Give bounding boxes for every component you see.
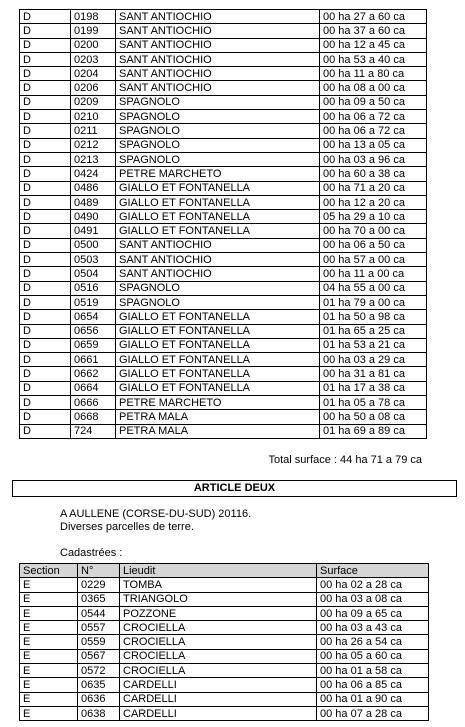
cell-surface: 00 ha 71 a 20 ca [320, 181, 427, 195]
cell-surface: 05 ha 29 a 10 ca [320, 210, 427, 224]
table-row [20, 124, 427, 138]
cell-section: E [20, 664, 78, 678]
cell-lieudit: SANT ANTIOCHIO [116, 238, 320, 252]
cell-number: 0491 [71, 224, 116, 238]
cell-lieudit: SANT ANTIOCHIO [116, 38, 320, 52]
table-row [20, 10, 427, 24]
cell-lieudit: CARDELLI [120, 706, 317, 720]
cell-surface: 00 ha 50 a 08 ca [320, 410, 427, 424]
cell-section: E [20, 678, 78, 692]
table-row [20, 381, 427, 395]
cell-number: 0503 [71, 253, 116, 267]
cell-surface: 00 ha 13 a 05 ca [320, 138, 427, 152]
cell-lieudit: SANT ANTIOCHIO [116, 267, 320, 281]
cell-number: 0206 [71, 81, 116, 95]
table-row [20, 324, 427, 338]
cell-lieudit: CARDELLI [120, 678, 317, 692]
table-row [20, 649, 429, 663]
table-row [20, 295, 427, 309]
cell-number: 0203 [71, 52, 116, 66]
cell-lieudit: PETRE MARCHETO [116, 396, 320, 410]
cell-lieudit: GIALLO ET FONTANELLA [116, 338, 320, 352]
cell-section: E [20, 706, 78, 720]
table-row [20, 664, 429, 678]
header-surface: Surface [317, 564, 429, 578]
cell-lieudit: TRIANGOLO [120, 592, 317, 606]
cell-section: E [20, 606, 78, 620]
cell-surface: 00 ha 05 a 60 ca [317, 649, 429, 663]
cell-number: 0229 [78, 578, 120, 592]
header-section: Section [20, 564, 78, 578]
table-row [20, 635, 429, 649]
cell-section: D [20, 167, 71, 181]
cell-lieudit: SPAGNOLO [116, 152, 320, 166]
cell-lieudit: GIALLO ET FONTANELLA [116, 224, 320, 238]
cell-number: 0572 [78, 664, 120, 678]
cell-lieudit: SANT ANTIOCHIO [116, 253, 320, 267]
parcel-table-e [19, 563, 429, 721]
cell-section: D [20, 338, 71, 352]
table-row [20, 181, 427, 195]
table-row [20, 267, 427, 281]
cell-section: E [20, 635, 78, 649]
cell-surface: 01 ha 53 a 21 ca [320, 338, 427, 352]
cell-number: 0198 [71, 10, 116, 24]
cell-number: 0490 [71, 210, 116, 224]
cell-number: 0519 [71, 295, 116, 309]
cell-surface: 00 ha 57 a 00 ca [320, 253, 427, 267]
table-row [20, 367, 427, 381]
cell-section: D [20, 210, 71, 224]
cell-section: D [20, 410, 71, 424]
cell-lieudit: TOMBA [120, 578, 317, 592]
cell-surface: 00 ha 02 a 28 ca [317, 578, 429, 592]
cell-number: 0210 [71, 110, 116, 124]
cell-surface: 00 ha 11 a 80 ca [320, 67, 427, 81]
cell-lieudit: SANT ANTIOCHIO [116, 24, 320, 38]
cell-number: 724 [71, 424, 116, 438]
header-lieudit: Lieudit [120, 564, 317, 578]
cell-lieudit: GIALLO ET FONTANELLA [116, 210, 320, 224]
cell-surface: 00 ha 03 a 08 ca [317, 592, 429, 606]
cell-surface: 00 ha 06 a 72 ca [320, 110, 427, 124]
cell-surface: 00 ha 06 a 50 ca [320, 238, 427, 252]
cell-surface: 00 ha 26 a 54 ca [317, 635, 429, 649]
table-row [20, 253, 427, 267]
cell-section: D [20, 353, 71, 367]
cell-surface: 00 ha 09 a 50 ca [320, 95, 427, 109]
cell-section: D [20, 124, 71, 138]
description-line: Diverses parcelles de terre. [60, 521, 194, 533]
table-row [20, 310, 427, 324]
cell-surface: 00 ha 27 a 60 ca [320, 10, 427, 24]
table-header-row [20, 564, 429, 578]
cell-number: 0424 [71, 167, 116, 181]
cell-surface: 04 ha 55 a 00 ca [320, 281, 427, 295]
cell-number: 0659 [71, 338, 116, 352]
cell-section: D [20, 324, 71, 338]
cell-number: 0664 [71, 381, 116, 395]
table-row [20, 52, 427, 66]
cell-number: 0209 [71, 95, 116, 109]
cell-section: D [20, 195, 71, 209]
address-line: A AULLENE (CORSE-DU-SUD) 20116. [60, 508, 252, 520]
cell-lieudit: SANT ANTIOCHIO [116, 52, 320, 66]
cell-surface: 00 ha 60 a 38 ca [320, 167, 427, 181]
cell-surface: 01 ha 17 a 38 ca [320, 381, 427, 395]
cell-section: E [20, 692, 78, 706]
table-row [20, 195, 427, 209]
cell-number: 0635 [78, 678, 120, 692]
cell-surface: 00 ha 01 a 58 ca [317, 664, 429, 678]
cell-lieudit: SPAGNOLO [116, 138, 320, 152]
cell-surface: 01 ha 69 a 89 ca [320, 424, 427, 438]
cell-section: D [20, 267, 71, 281]
cell-lieudit: CROCIELLA [120, 621, 317, 635]
cell-section: D [20, 38, 71, 52]
cell-surface: 00 ha 09 a 65 ca [317, 606, 429, 620]
cell-number: 0500 [71, 238, 116, 252]
cell-surface: 01 ha 65 a 25 ca [320, 324, 427, 338]
cell-section: D [20, 95, 71, 109]
cell-section: D [20, 253, 71, 267]
cell-section: E [20, 578, 78, 592]
cell-lieudit: GIALLO ET FONTANELLA [116, 381, 320, 395]
cell-number: 0489 [71, 195, 116, 209]
cell-lieudit: SANT ANTIOCHIO [116, 67, 320, 81]
cell-section: D [20, 238, 71, 252]
cell-section: D [20, 181, 71, 195]
cell-section: E [20, 621, 78, 635]
cell-lieudit: GIALLO ET FONTANELLA [116, 310, 320, 324]
cell-number: 0486 [71, 181, 116, 195]
table-row [20, 224, 427, 238]
cell-lieudit: GIALLO ET FONTANELLA [116, 367, 320, 381]
cell-surface: 01 ha 50 a 98 ca [320, 310, 427, 324]
cell-surface: 00 ha 07 a 28 ca [317, 706, 429, 720]
cell-section: E [20, 592, 78, 606]
table-row [20, 95, 427, 109]
cell-number: 0365 [78, 592, 120, 606]
cell-number: 0656 [71, 324, 116, 338]
cell-surface: 00 ha 70 a 00 ca [320, 224, 427, 238]
cell-section: D [20, 367, 71, 381]
header-number: N° [78, 564, 120, 578]
parcel-table-d-body [20, 10, 427, 439]
cadastrees-label: Cadastrées : [60, 547, 123, 559]
cell-number: 0213 [71, 152, 116, 166]
table-row [20, 578, 429, 592]
cell-lieudit: SPAGNOLO [116, 95, 320, 109]
cell-surface: 00 ha 01 a 90 ca [317, 692, 429, 706]
total-surface: Total surface : 44 ha 71 a 79 ca [268, 454, 422, 466]
cell-lieudit: CROCIELLA [120, 664, 317, 678]
cell-surface: 00 ha 12 a 45 ca [320, 38, 427, 52]
cell-section: D [20, 310, 71, 324]
table-row [20, 138, 427, 152]
table-row [20, 81, 427, 95]
cell-surface: 00 ha 03 a 96 ca [320, 152, 427, 166]
cell-section: D [20, 10, 71, 24]
cell-surface: 00 ha 53 a 40 ca [320, 52, 427, 66]
cell-lieudit: PETRE MARCHETO [116, 167, 320, 181]
table-row [20, 67, 427, 81]
cell-surface: 00 ha 11 a 00 ca [320, 267, 427, 281]
cell-lieudit: SPAGNOLO [116, 124, 320, 138]
cell-lieudit: SPAGNOLO [116, 281, 320, 295]
cell-section: D [20, 52, 71, 66]
cell-lieudit: POZZONE [120, 606, 317, 620]
parcel-table-d [19, 9, 427, 439]
table-row [20, 353, 427, 367]
cell-lieudit: CARDELLI [120, 692, 317, 706]
cell-number: 0654 [71, 310, 116, 324]
cell-section: D [20, 396, 71, 410]
cell-lieudit: SANT ANTIOCHIO [116, 81, 320, 95]
table-row [20, 410, 427, 424]
table-row [20, 238, 427, 252]
table-row [20, 38, 427, 52]
table-row [20, 24, 427, 38]
cell-surface: 00 ha 03 a 29 ca [320, 353, 427, 367]
cell-number: 0662 [71, 367, 116, 381]
table-row [20, 592, 429, 606]
article-heading: ARTICLE DEUX [12, 480, 457, 497]
cell-section: D [20, 281, 71, 295]
table-row [20, 692, 429, 706]
cell-surface: 00 ha 31 a 81 ca [320, 367, 427, 381]
cell-surface: 01 ha 05 a 78 ca [320, 396, 427, 410]
table-row [20, 338, 427, 352]
cell-section: D [20, 381, 71, 395]
cell-surface: 00 ha 06 a 72 ca [320, 124, 427, 138]
cell-lieudit: PETRA MALA [116, 424, 320, 438]
cell-number: 0661 [71, 353, 116, 367]
table-row [20, 396, 427, 410]
cell-number: 0567 [78, 649, 120, 663]
cell-number: 0559 [78, 635, 120, 649]
cell-section: D [20, 424, 71, 438]
cell-surface: 00 ha 06 a 85 ca [317, 678, 429, 692]
cell-lieudit: GIALLO ET FONTANELLA [116, 181, 320, 195]
table-row [20, 281, 427, 295]
cell-section: D [20, 67, 71, 81]
cell-lieudit: SPAGNOLO [116, 295, 320, 309]
cell-surface: 00 ha 08 a 00 ca [320, 81, 427, 95]
cell-section: D [20, 110, 71, 124]
cell-section: D [20, 152, 71, 166]
cell-surface: 00 ha 37 a 60 ca [320, 24, 427, 38]
cell-section: D [20, 224, 71, 238]
cell-section: D [20, 81, 71, 95]
table-row [20, 152, 427, 166]
cell-lieudit: CROCIELLA [120, 649, 317, 663]
cell-number: 0516 [71, 281, 116, 295]
table-row [20, 606, 429, 620]
table-row [20, 621, 429, 635]
cell-surface: 00 ha 03 a 43 ca [317, 621, 429, 635]
cell-section: D [20, 138, 71, 152]
cell-number: 0557 [78, 621, 120, 635]
table-row [20, 210, 427, 224]
cell-number: 0636 [78, 692, 120, 706]
cell-surface: 00 ha 12 a 20 ca [320, 195, 427, 209]
cell-number: 0504 [71, 267, 116, 281]
cell-section: D [20, 24, 71, 38]
parcel-table-e-body [20, 578, 429, 721]
cell-lieudit: SANT ANTIOCHIO [116, 10, 320, 24]
cell-section: E [20, 649, 78, 663]
cell-number: 0666 [71, 396, 116, 410]
table-row [20, 424, 427, 438]
table-row [20, 110, 427, 124]
cell-lieudit: SPAGNOLO [116, 110, 320, 124]
cell-number: 0204 [71, 67, 116, 81]
cell-surface: 01 ha 79 a 00 ca [320, 295, 427, 309]
cell-number: 0211 [71, 124, 116, 138]
table-row [20, 706, 429, 720]
cell-number: 0638 [78, 706, 120, 720]
cell-number: 0200 [71, 38, 116, 52]
cell-number: 0199 [71, 24, 116, 38]
cell-lieudit: GIALLO ET FONTANELLA [116, 195, 320, 209]
cell-number: 0668 [71, 410, 116, 424]
table-row [20, 678, 429, 692]
cell-lieudit: CROCIELLA [120, 635, 317, 649]
cell-lieudit: PETRA MALA [116, 410, 320, 424]
cell-section: D [20, 295, 71, 309]
cell-lieudit: GIALLO ET FONTANELLA [116, 353, 320, 367]
cell-lieudit: GIALLO ET FONTANELLA [116, 324, 320, 338]
cell-number: 0212 [71, 138, 116, 152]
table-row [20, 167, 427, 181]
cell-number: 0544 [78, 606, 120, 620]
